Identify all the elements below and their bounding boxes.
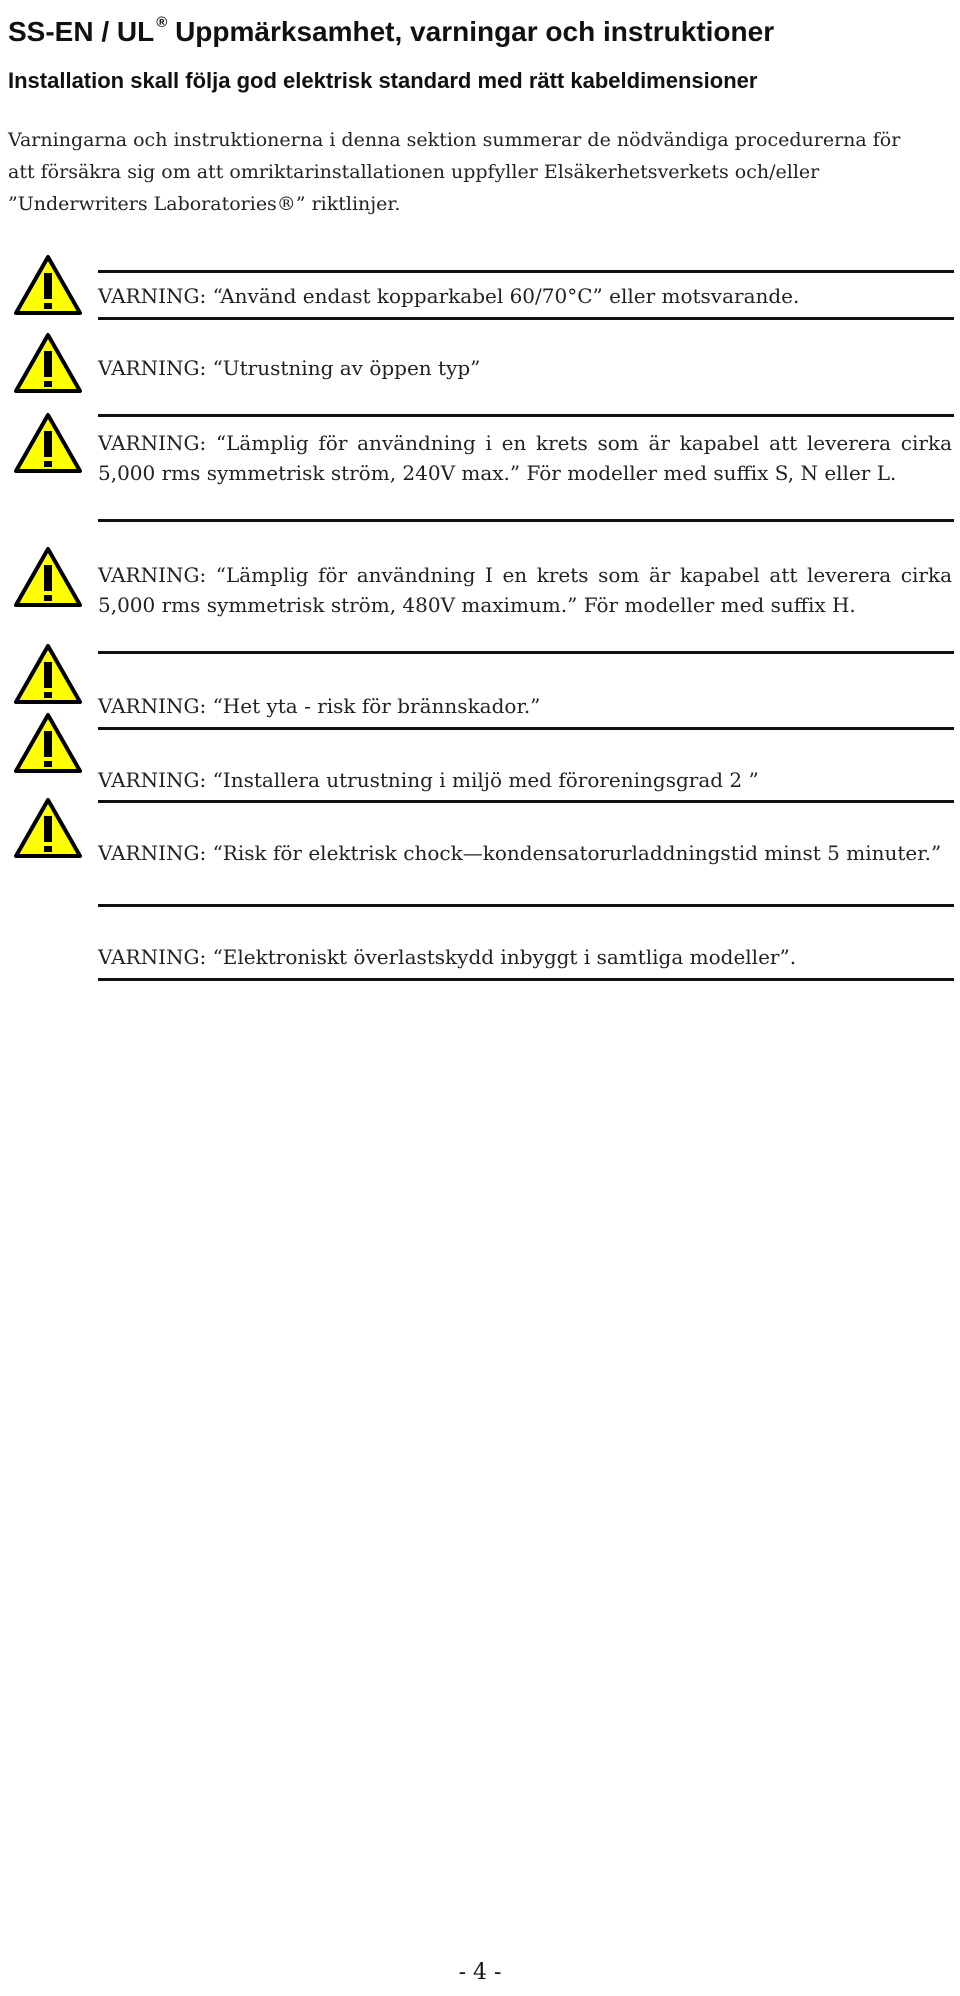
divider (98, 270, 954, 273)
warning-text: “Het yta - risk för brännskador.” (212, 694, 541, 718)
registered-mark: ® (156, 14, 168, 31)
warning-triangle-icon (13, 643, 83, 705)
warning-item (98, 942, 952, 972)
page-title-prefix: SS-EN / UL (8, 16, 155, 47)
warning-triangle-icon (13, 412, 83, 474)
divider (98, 727, 954, 730)
warning-label: VARNING: (98, 694, 207, 718)
warning-text: “Lämplig för användning i en krets som är kapabel att leverera cirka 5,000 rms symmetrisk ström, 240V max.” För modeller med suffix S, N eller L. (98, 431, 952, 485)
page-title (8, 6, 948, 49)
warning-text: “Elektroniskt överlastskydd inbyggt i samtliga modeller”. (212, 945, 797, 969)
warning-label: VARNING: (98, 768, 207, 792)
warning-text: “Utrustning av öppen typ” (212, 356, 481, 380)
warning-triangle-icon (13, 797, 83, 859)
warning-item (98, 765, 952, 795)
divider (98, 414, 954, 417)
divider (98, 651, 954, 654)
warning-triangle-icon (13, 332, 83, 394)
warning-triangle-icon (13, 546, 83, 608)
divider (98, 317, 954, 320)
warning-triangle-icon (13, 712, 83, 774)
intro-paragraph: Varningarna och instruktionerna i denna sektion summerar de nödvändiga procedurerna för att försäkra sig om att omriktarinstallationen uppfyller Elsäkerhetsverkets och/eller ”Underwriters Laboratories®” riktlinjer. (8, 129, 901, 215)
warning-label: VARNING: (98, 431, 207, 455)
warning-label: VARNING: (98, 356, 207, 380)
warning-text: “Använd endast kopparkabel 60/70°C” eller motsvarande. (212, 284, 800, 308)
page-number: - 4 - (458, 1960, 502, 1985)
warning-text: “Lämplig för användning I en krets som är kapabel att leverera cirka 5,000 rms symmetrisk ström, 480V maximum.” För modeller med suffix H. (98, 563, 952, 617)
warning-label: VARNING: (98, 284, 207, 308)
page-title-rest: Uppmärksamhet, varningar och instruktioner (175, 16, 775, 47)
divider (98, 519, 954, 522)
warning-label: VARNING: (98, 945, 207, 969)
divider (98, 978, 954, 981)
warning-label: VARNING: (98, 841, 207, 865)
warning-item (98, 560, 952, 620)
warning-triangle-icon (13, 254, 83, 316)
divider (98, 904, 954, 907)
warning-text: “Installera utrustning i miljö med föroreningsgrad 2 ” (212, 768, 759, 792)
warning-label: VARNING: (98, 563, 207, 587)
warning-item (98, 691, 952, 721)
divider (98, 800, 954, 803)
warning-item (98, 353, 952, 383)
warning-item (98, 281, 952, 311)
section-subtitle: Installation skall följa god elektrisk standard med rätt kabeldimensioner (8, 68, 758, 93)
warning-text: “Risk för elektrisk chock—kondensatorurladdningstid minst 5 minuter.” (212, 841, 942, 865)
warning-item (98, 428, 952, 488)
warning-item (98, 838, 952, 868)
